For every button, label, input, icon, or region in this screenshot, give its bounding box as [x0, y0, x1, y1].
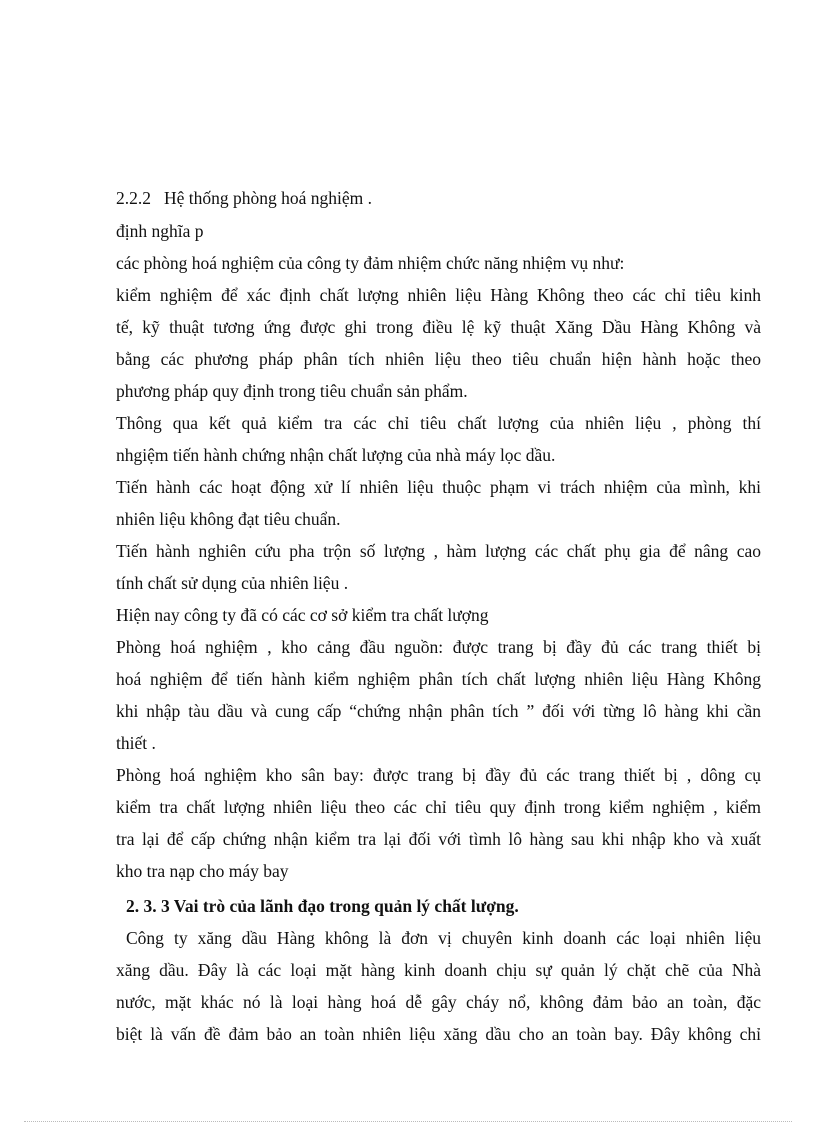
body-line: khi nhập tàu dầu và cung cấp “chứng nhận phân tích ” đối với từng lô hàng khi cần — [116, 701, 761, 721]
body-line: Phòng hoá nghiệm kho sân bay: được trang bị đầy đủ các trang thiết bị , dông cụ — [116, 765, 761, 785]
body-line: Tiến hành các hoạt động xử lí nhiên liệu thuộc phạm vi trách nhiệm của mình, khi — [116, 477, 761, 497]
body-line: hoá nghiệm để tiến hành kiểm nghiệm phân tích chất lượng nhiên liệu Hàng Không — [116, 669, 761, 689]
body-line: bằng các phương pháp phân tích nhiên liệu theo tiêu chuẩn hiện hành hoặc theo — [116, 349, 761, 369]
section-heading-2-2-2 — [116, 187, 761, 209]
body-line: xăng dầu. Đây là các loại mặt hàng kinh doanh chịu sự quản lý chặt chẽ của Nhà — [116, 960, 761, 980]
body-line: Tiến hành nghiên cứu pha trộn số lượng , hàm lượng các chất phụ gia để nâng cao — [116, 541, 761, 561]
body-line: các phòng hoá nghiệm của công ty đảm nhiệm chức năng nhiệm vụ như: — [116, 253, 625, 273]
body-line: kiểm nghiệm để xác định chất lượng nhiên liệu Hàng Không theo các chỉ tiêu kinh — [116, 285, 761, 305]
body-line: tính chất sử dụng của nhiên liệu . — [116, 573, 349, 593]
body-line: Hiện nay công ty đã có các cơ sở kiểm tra chất lượng — [116, 605, 489, 625]
page-bottom-divider — [24, 1121, 792, 1122]
body-line: kho tra nạp cho máy bay — [116, 861, 289, 881]
body-line: Phòng hoá nghiệm , kho cảng đầu nguồn: được trang bị đầy đủ các trang thiết bị — [116, 637, 761, 657]
section-number: 2.2.2 — [116, 188, 151, 208]
section-heading-2-3-3: 2. 3. 3 Vai trò của lãnh đạo trong quản lý chất lượng. — [126, 896, 519, 916]
body-line: tra lại để cấp chứng nhận kiểm tra lại đối với tìmh lô hàng sau khi nhập kho và xuất — [116, 829, 761, 849]
section-title: Hệ thống phòng hoá nghiệm . — [164, 188, 373, 208]
body-line: kiểm tra chất lượng nhiên liệu theo các chỉ tiêu quy định trong kiểm nghiệm , kiểm — [116, 797, 761, 817]
body-line: tế, kỹ thuật tương ứng được ghi trong điều lệ kỹ thuật Xăng Dầu Hàng Không và — [116, 317, 761, 337]
body-line: nhiên liệu không đạt tiêu chuẩn. — [116, 509, 341, 529]
body-line: Thông qua kết quả kiểm tra các chỉ tiêu chất lượng của nhiên liệu , phòng thí — [116, 413, 761, 433]
body-line: nước, mặt khác nó là loại hàng hoá dễ gây cháy nổ, không đảm bảo an toàn, đặc — [116, 992, 761, 1012]
body-line: định nghĩa p — [116, 221, 204, 241]
body-line: biệt là vấn đề đảm bảo an toàn nhiên liệu xăng dầu cho an toàn bay. Đây không chỉ — [116, 1024, 761, 1044]
body-line: Công ty xăng dầu Hàng không là đơn vị chuyên kinh doanh các loại nhiên liệu — [126, 928, 761, 948]
body-line: nhgiệm tiến hành chứng nhận chất lượng của nhà máy lọc dầu. — [116, 445, 556, 465]
body-line: phương pháp quy định trong tiêu chuẩn sản phẩm. — [116, 381, 468, 401]
body-line: thiết . — [116, 733, 156, 753]
